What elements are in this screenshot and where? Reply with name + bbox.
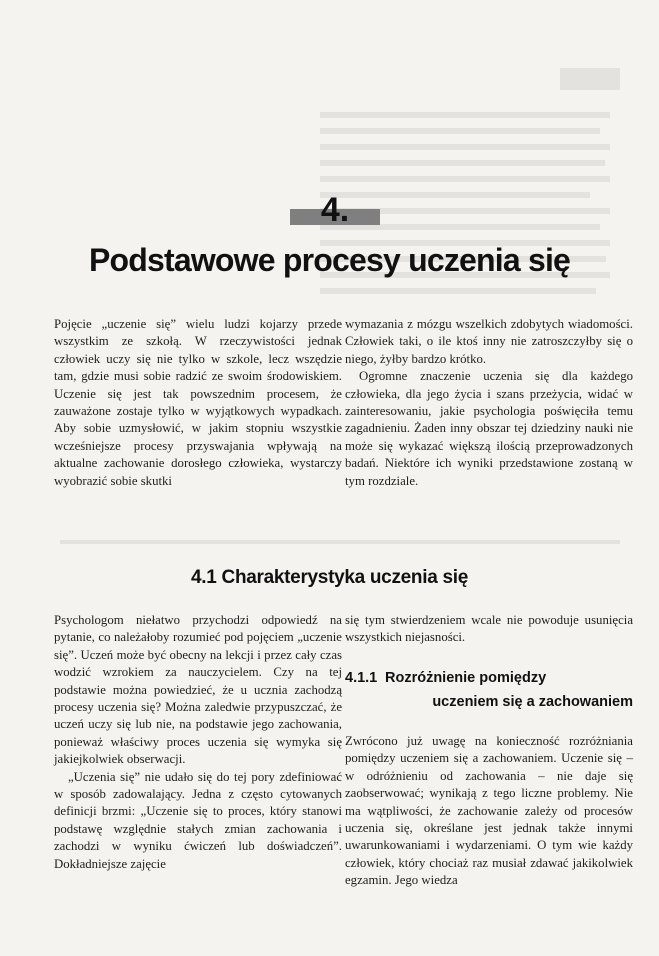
intro-left-column xyxy=(54,316,342,490)
chapter-title: Podstawowe procesy uczenia się xyxy=(88,242,571,278)
section-paragraph-2: „Uczenia się” nie udało się do tej pory zdefiniować w sposób zadowalający. Jedna z często cytowanych definicji brzmi: „Uczenie się to proces, który stanowi podstawę względnie stałych zmian zachowania i zachodzi w wyniku ćwiczeń lub doświadczeń”. Dokładniejsze zajęcie xyxy=(54,769,342,871)
section-right-column-top xyxy=(345,612,633,647)
section-left-column xyxy=(54,612,342,873)
intro-paragraph-1: Pojęcie „uczenie się” wielu ludzi kojarzy przede wszystkim ze szkołą. W rzeczywistości jednak człowiek uczy się nie tylko w szkole, lecz wszędzie tam, gdzie musi sobie radzić ze swoim środowiskiem. Uczenie się jest tak powszednim procesem, że zauważone zostaje tylko w wyjątkowych wypadkach. Aby sobie uzmysłowić, w jakim stopniu wszystkie wcześniejsze procesy przyswajania wpływają na aktualne zachowanie dorosłego człowieka, wystarczy wyobrazić sobie skutki xyxy=(54,317,342,488)
subsection-title-line-2: uczeniem się a zachowaniem xyxy=(432,694,633,710)
intro-paragraph-2: Ogromne znaczenie uczenia się dla każdego człowieka, dla jego życia i szans przeżycia, widać w zainteresowaniu, jakie psychologia poświęciła temu zagadnieniu. Żaden inny obszar tej dziedziny nauki nie może się wykazać większą ilością przeprowadzonych badań. Niektóre ich wyniki przedstawione zostaną w tym rozdziale. xyxy=(345,369,633,488)
section-paragraph-1: Psychologom niełatwo przychodzi odpowiedź na pytanie, co należałoby rozumieć pod pojęciem „uczenie się”. Uczeń może być obecny na lekcji i przez cały czas wodzić wzrokiem za nauczycielem. Czy na tej podstawie można powiedzieć, że u ucznia zachodzą procesy uczenia się? Można zaledwie przypuszczać, że uczeń uczy się lub nie, na podstawie jego zachowania, ponieważ właściwy proces uczenia się wymyka się jakiejkolwiek obserwacji. xyxy=(54,613,342,767)
section-paragraph-2-continued: się tym stwierdzeniem wcale nie powoduje usunięcia wszystkich niejasności. xyxy=(345,613,633,645)
intro-right-column xyxy=(345,316,633,490)
subsection-column xyxy=(345,733,633,890)
intro-paragraph-1-continued: wymazania z mózgu wszelkich zdobytych wiadomości. Człowiek taki, o ile ktoś inny nie zatroszczyłby się o niego, żyłby bardzo krótko. xyxy=(345,317,633,366)
subsection-title-line-1: Rozróżnienie pomiędzy xyxy=(385,670,547,686)
subsection-number: 4.1.1 xyxy=(345,670,378,686)
section-title: 4.1 Charakterystyka uczenia się xyxy=(191,567,468,588)
chapter-number-block xyxy=(290,191,380,235)
chapter-number: 4. xyxy=(320,191,350,229)
subsection-paragraph-1: Zwrócono już uwagę na konieczność rozróżniania pomiędzy uczeniem się a zachowaniem. Uczenie się – w odróżnieniu od zachowania – nie daje się zaobserwować; wynikają z tego liczne problemy. Nie ma wątpliwości, że zachowanie zależy od procesów uczenia się, określane jest jednak także innymi uwarunkowaniami i wydarzeniami. O tym wie każdy człowiek, który chociaż raz musiał zdawać jakikolwiek egzamin. Jego wiedza xyxy=(345,734,633,888)
